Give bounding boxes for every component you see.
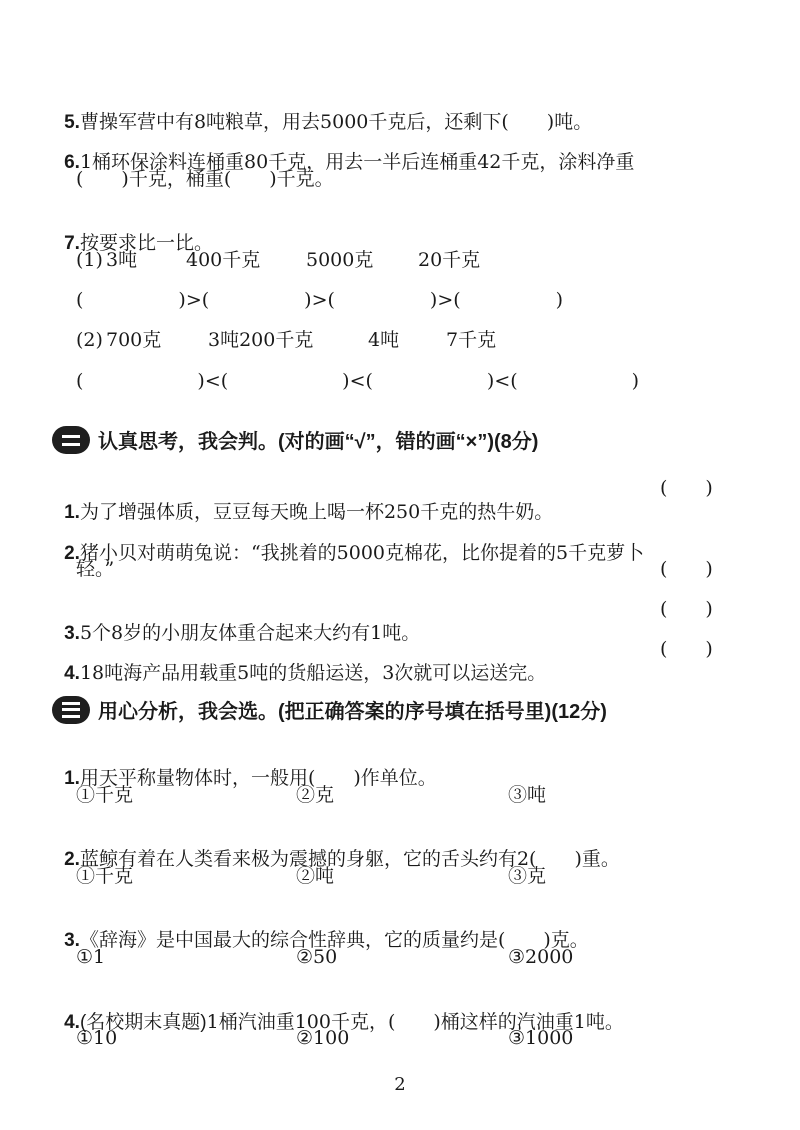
answer-blanks[interactable]: ( )<( )<( )<( ) [76, 370, 640, 392]
section-title: 认真思考，我会判。(对的画“√”，错的画“×”)(8分) [98, 431, 539, 453]
question-number: 3. [64, 930, 80, 951]
option-2[interactable]: ②100 [296, 1027, 350, 1049]
compare-item: 7千克 [446, 329, 497, 351]
answer-bracket[interactable]: ( ) [660, 477, 713, 499]
question-6-line2: ( )千克，桶重( )千克。 [76, 168, 334, 190]
question-number: 5. [64, 112, 80, 133]
option-3[interactable]: ③2000 [508, 946, 574, 968]
question-text: 用天平称量物体时，一般用( )作单位。 [79, 767, 437, 789]
question-number: 6. [64, 152, 80, 173]
question-text-line2: 轻。” [76, 558, 115, 580]
option-3[interactable]: ③1000 [508, 1027, 574, 1049]
option-2[interactable]: ②克 [296, 784, 335, 806]
question-tag: (名校期末真题) [79, 1012, 207, 1033]
question-7-sub1-label: (1) [76, 249, 103, 271]
option-1[interactable]: ①千克 [76, 865, 134, 887]
section-3-header [52, 695, 607, 724]
section-badge-icon [52, 426, 90, 454]
question-text: 按要求比一比。 [79, 232, 213, 254]
question-text: 为了增强体质，豆豆每天晚上喝一杯250千克的热牛奶。 [79, 501, 554, 523]
question-number: 2. [64, 543, 80, 564]
option-3[interactable]: ③克 [508, 865, 547, 887]
question-number: 4. [64, 1012, 80, 1033]
option-1[interactable]: ①千克 [76, 784, 134, 806]
compare-item: 700克 [106, 329, 162, 351]
option-2[interactable]: ②吨 [296, 865, 335, 887]
judge-item [52, 637, 546, 686]
compare-item: 3吨 [106, 249, 138, 271]
option-1[interactable]: ①1 [76, 946, 106, 968]
answer-bracket[interactable]: ( ) [660, 598, 713, 620]
option-1[interactable]: ①10 [76, 1027, 118, 1049]
section-title: 用心分析，我会选。(把正确答案的序号填在括号里)(12分) [98, 701, 607, 723]
compare-item: 20千克 [418, 249, 481, 271]
question-text: 猪小贝对萌萌兔说：“我挑着的5000克棉花，比你提着的5千克萝卜 [79, 542, 645, 564]
question-text: 18吨海产品用载重5吨的货船运送，3次就可以运送完。 [79, 662, 547, 684]
compare-item: 3吨200千克 [208, 329, 314, 351]
answer-bracket[interactable]: ( ) [660, 638, 713, 660]
question-text: 1桶汽油重100千克，( )桶这样的汽油重1吨。 [206, 1011, 624, 1033]
question-number: 3. [64, 623, 80, 644]
question-text: 蓝鲸有着在人类看来极为震撼的身躯，它的舌头约有2( )重。 [79, 848, 620, 870]
question-number: 2. [64, 849, 80, 870]
question-number: 1. [64, 502, 80, 523]
question-number: 1. [64, 768, 80, 789]
question-text: 1桶环保涂料连桶重80千克，用去一半后连桶重42千克，涂料净重 [79, 151, 635, 173]
question-number: 4. [64, 663, 80, 684]
page-number: 2 [394, 1074, 406, 1095]
option-2[interactable]: ②50 [296, 946, 338, 968]
question-text: 曹操军营中有8吨粮草，用去5000千克后，还剩下( )吨。 [79, 111, 593, 133]
section-badge-icon [52, 696, 90, 724]
question-text: 5个8岁的小朋友体重合起来大约有1吨。 [79, 622, 421, 644]
answer-bracket[interactable]: ( ) [660, 558, 713, 580]
compare-item: 400千克 [186, 249, 261, 271]
section-2-header [52, 425, 538, 454]
compare-item: 4吨 [368, 329, 400, 351]
question-number: 7. [64, 233, 80, 254]
compare-item: 5000克 [306, 249, 374, 271]
question-text: 《辞海》是中国最大的综合性辞典，它的质量约是( )克。 [79, 929, 589, 951]
question-7-sub2-label: (2) [76, 329, 103, 351]
answer-blanks[interactable]: ( )>( )>( )>( ) [76, 289, 564, 311]
judge-item [52, 517, 644, 566]
option-3[interactable]: ③吨 [508, 784, 547, 806]
